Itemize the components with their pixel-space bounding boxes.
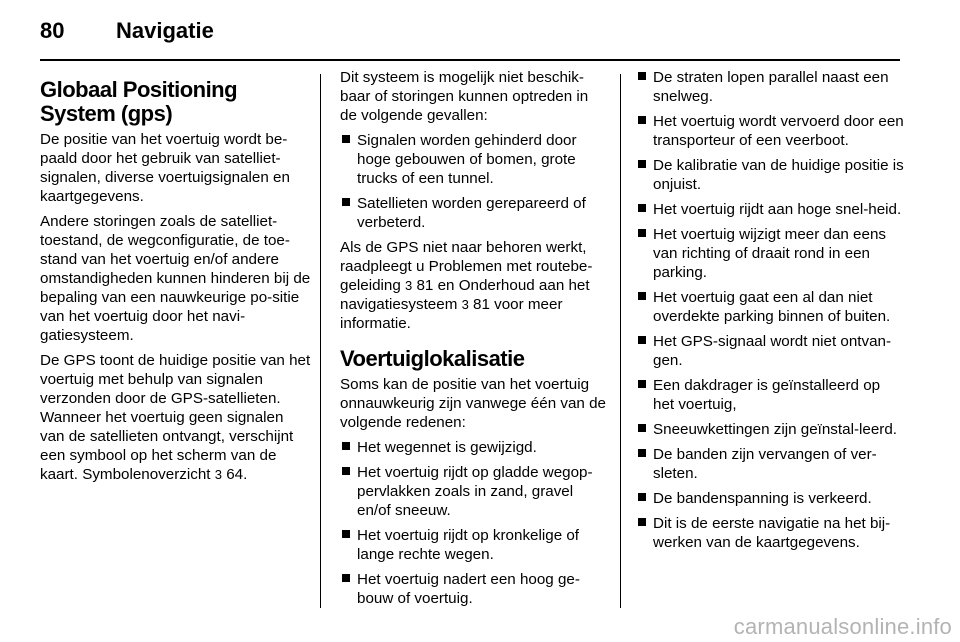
list-item: Het voertuig wijzigt meer dan eens van richting of draait rond in een parking. xyxy=(636,225,904,282)
page-number: 80 xyxy=(40,18,65,43)
bullet-icon xyxy=(638,493,646,501)
chapter-title: Navigatie xyxy=(116,18,214,43)
bullet-icon xyxy=(638,204,646,212)
bullet-icon xyxy=(342,442,350,450)
bullet-icon xyxy=(342,574,350,582)
list-item: Dit is de eerste navigatie na het bij-werken van de kaartgegevens. xyxy=(636,514,904,552)
list-item: Het voertuig rijdt op gladde wegop-pervlakken zoals in zand, gravel en/of sneeuw. xyxy=(340,463,608,520)
column-divider xyxy=(620,74,621,608)
bullet-list xyxy=(340,131,608,232)
page-ref-arrow-icon: 3 xyxy=(214,467,222,482)
bullet-icon xyxy=(342,198,350,206)
page-ref-arrow-icon: 3 xyxy=(405,278,413,293)
list-item: De kalibratie van de huidige positie is onjuist. xyxy=(636,156,904,194)
bullet-icon xyxy=(342,530,350,538)
bullet-icon xyxy=(638,380,646,388)
paragraph: Als de GPS niet naar behoren werkt, raadpleegt u Problemen met routebe-geleiding 3 81 en Onderhoud aan het navigatiesysteem 3 81 voor meer informatie. xyxy=(340,239,593,332)
list-item: Het voertuig nadert een hoog ge-bouw of voertuig. xyxy=(340,570,608,608)
bullet-icon xyxy=(638,116,646,124)
list-item: Het voertuig wordt vervoerd door een transporteur of een veerboot. xyxy=(636,112,904,150)
list-item: Sneeuwkettingen zijn geïnstal-leerd. xyxy=(636,420,904,439)
paragraph: Dit systeem is mogelijk niet beschik-baar of storingen kunnen optreden in de volgende gevallen: xyxy=(340,69,589,124)
list-item: Het voertuig rijdt aan hoge snel-heid. xyxy=(636,200,904,219)
list-item: Satellieten worden gerepareerd of verbeterd. xyxy=(340,194,608,232)
bullet-icon xyxy=(342,467,350,475)
section-heading: Voertuiglokalisatie xyxy=(340,346,525,371)
page-ref: 64. xyxy=(221,466,248,483)
paragraph: Soms kan de positie van het voertuig onnauwkeurig zijn vanwege één van de volgende redenen: xyxy=(340,376,606,431)
column-2 xyxy=(340,68,608,614)
section-heading: Globaal Positioning System (gps) xyxy=(40,77,238,126)
paragraph xyxy=(40,351,312,484)
column-1 xyxy=(40,68,312,490)
list-item: Het voertuig rijdt op kronkelige of lange rechte wegen. xyxy=(340,526,608,564)
bullet-icon xyxy=(638,424,646,432)
bullet-icon xyxy=(638,292,646,300)
bullet-icon xyxy=(638,160,646,168)
bullet-icon xyxy=(638,449,646,457)
bullet-icon xyxy=(638,518,646,526)
column-3 xyxy=(636,68,904,558)
page-ref-arrow-icon: 3 xyxy=(461,297,469,312)
bullet-list xyxy=(636,68,904,552)
paragraph: Andere storingen zoals de satelliet-toestand, de wegconfiguratie, de toe-stand van het voertuig en/of andere omstandigheden kunnen hinderen bij de bepaling van een nauwkeurige po-sitie van het voertuig door het navi-gatiesysteem. xyxy=(40,213,311,344)
bullet-icon xyxy=(342,135,350,143)
header-rule xyxy=(40,59,900,61)
list-item: Signalen worden gehinderd door hoge gebouwen of bomen, grote trucks of een tunnel. xyxy=(340,131,608,188)
list-item: Het GPS-signaal wordt niet ontvan-gen. xyxy=(636,332,904,370)
list-item: Het voertuig gaat een al dan niet overdekte parking binnen of buiten. xyxy=(636,288,904,326)
list-item: Een dakdrager is geïnstalleerd op het voertuig, xyxy=(636,376,904,414)
list-item: De straten lopen parallel naast een snelweg. xyxy=(636,68,904,106)
column-divider xyxy=(320,74,321,608)
bullet-list xyxy=(340,438,608,608)
bullet-icon xyxy=(638,229,646,237)
list-item: De bandenspanning is verkeerd. xyxy=(636,489,904,508)
list-item: De banden zijn vervangen of ver-sleten. xyxy=(636,445,904,483)
paragraph-text: De GPS toont de huidige positie van het voertuig met behulp van signalen verzonden door de GPS-satellieten. Wanneer het voertuig geen signalen van de satellieten ontvangt, verschijnt een symbool op het scherm van de kaart. Symbolenoverzicht xyxy=(40,352,311,483)
paragraph: De positie van het voertuig wordt be-paald door het gebruik van satelliet-signalen, diverse voertuigsignalen en kaartgegevens. xyxy=(40,131,290,205)
bullet-icon xyxy=(638,336,646,344)
watermark: carmanualsonline.info xyxy=(733,614,952,639)
list-item: Het wegennet is gewijzigd. xyxy=(340,438,608,457)
bullet-icon xyxy=(638,72,646,80)
